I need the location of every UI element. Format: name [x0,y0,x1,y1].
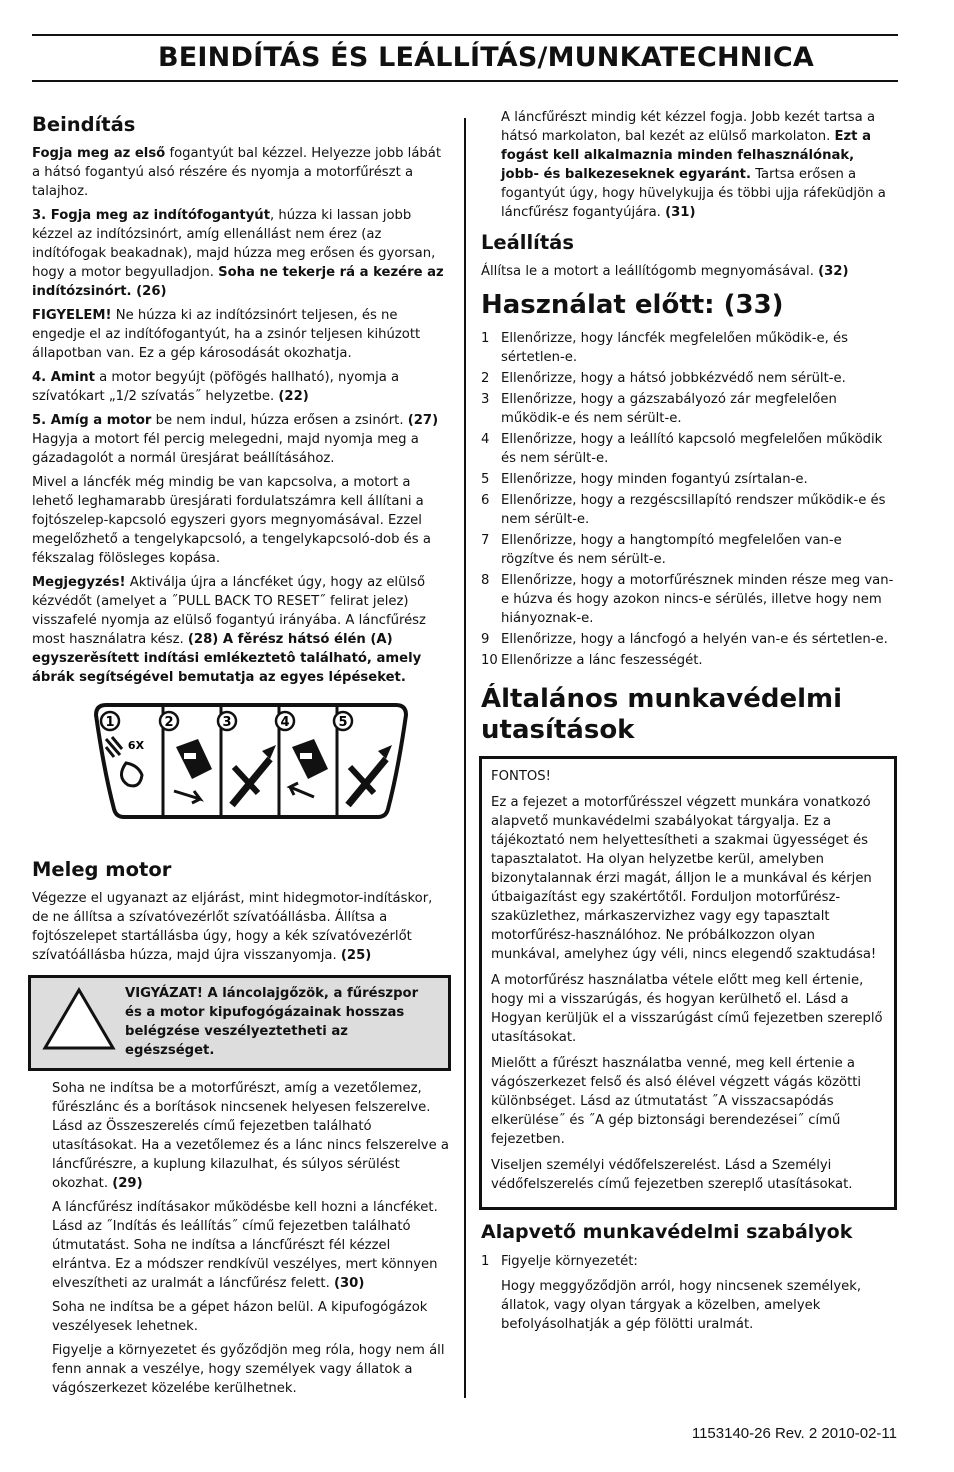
warning-triangle-icon [41,984,121,1060]
heading-meleg-motor: Meleg motor [32,858,172,881]
indented-section [481,108,895,222]
list-item: 1 Figyelje környezetét: [481,1254,638,1269]
paragraph: Mielőtt a fűrészt használatba venné, meg kell értenie a vágószerkezet felső és alsó élével végzett vágás közötti különbséget. Lásd az útmutatást ˝A visszacsapódás elkerülése˝ és ˝A gép biztonsági berendezései˝ című fejezetben. [491,1056,862,1147]
paragraph: 4. Amint a motor begyújt (pöfögés hallható), nyomja a szívatókart „1/2 szívatás˝ helyzetbe. (22) [32,370,400,404]
step-number: 3 [222,715,232,730]
list-item: 3 Ellenőrizze, hogy a gázszabályozó zár megfelelően működik-e és nem sérült-e. [481,392,837,426]
important-title: FONTOS! [491,769,551,784]
page-title: BEINDÍTÁS ÉS LEÁLLÍTÁS/MUNKATECHNICA [158,42,814,73]
step-number: 2 [164,715,174,730]
indented-section [32,1079,450,1398]
paragraph: 3. Fogja meg az indítófogantyút, húzza ki lassan jobb kézzel az indítózsinórt, amíg ellenállást nem érez (az indítófogak beakadnak), majd húzza meg erősen és gyorsan, hogy a motor begyulladjon. Soha ne tekerje rá a kezére az indítózsinórt. (26) [32,208,444,299]
paragraph: A láncfűrész indításakor működésbe kell hozni a láncféket. Lásd az ˝Indítás és leállítás˝ című fejezetben található útmutatást. Soha ne indítsa a láncfűrészt fél kézzel elrántva. Ez a módszer rendkívül veszélyes, mert könnyen elveszítheti az uralmát a láncfűrész felett. (30) [52,1200,438,1291]
list-item: 1 Ellenőrizze, hogy láncfék megfelelően működik-e, és sértetlen-e. [481,331,848,365]
heading-leallitas: Leállítás [481,231,574,254]
start-steps-graphic [92,701,410,821]
paragraph: FIGYELEM! Ne húzza ki az indítózsinórt teljesen, és ne engedje el az indítófogantyút, ha a zsinór teljesen kihúzott állapotban van. Ez a gép károsodását okozhatja. [32,308,421,361]
paragraph: Megjegyzés! Aktiválja újra a láncféket úgy, hogy az elülső kézvédőt (amelyet a ˝PULL BACK TO RESET˝ felirat jelez) visszafelé nyomja az elülső fogantyú irányába. A láncfűrész most használatra kész. (28) A fěrész hátsó élén (A) egyszerěsített indítási emlékeztetô található, amely ábrák segítségével bemutatja az egyes lépéseket. [32,575,426,685]
paragraph: 5. Amíg a motor be nem indul, húzza erősen a zsinórt. (27) Hagyja a motort fél percig melegedni, majd nyomja meg a gázadagolót a normál üresjárat beállításához. [32,413,439,466]
paragraph: Végezze el ugyanazt az eljárást, mint hidegmotor-indításkor, de ne állítsa a szívatóvezérlőt szívatóállásba. Állítsa a fojtószelepet startállásba úgy, hogy a kék szívatóvezérlőt szívatóállásba húzza, majd újra visszanyomja. (25) [32,891,433,963]
list-item: 10 Ellenőrizze a lánc feszességét. [481,653,703,668]
step-number: 1 [105,715,115,730]
paragraph: A láncfűrészt mindig két kézzel fogja. Jobb kezét tartsa a hátsó markolaton, bal kezét az elülső markolaton. Ezt a fogást kell alkalmaznia minden felhasználónak, jobb- és balkezeseknek egyaránt. Tartsa erősen a fogantyút úgy, hogy hüvelykujja és többi ujja ráfeküdjön a láncfűrész fogantyújára. (31) [501,110,886,220]
column-divider [464,118,466,1398]
list-item: 8 Ellenőrizze, hogy a motorfűrésznek minden része meg van-e húzva és hogy azokon nincs-e sérülés, illetve hogy nem hiányoznak-e. [481,573,894,626]
paragraph: Ez a fejezet a motorfűrésszel végzett munkára vonatkozó alapvető munkavédelmi szabályokat tárgyalja. Ez a tájékoztató nem helyettesítheti a szakmai ügyességet és tapasztalatot. Ha olyan helyzetbe kerül, amelyben bizonytalannak érzi magát, álljon le a munkával és kérjen útbaigazítást egy szakértőtől. Forduljon motorfűrész-szaküzlethez, márkaszervizhez vagy egy tapasztalt motorfűrész-használóhoz. Ne próbálkozzon olyan munkával, amelyhez úgy véli, nincs elegendő szaktudása! [491,795,877,962]
left-column [32,108,450,1403]
list-item: 5 Ellenőrizze, hogy minden fogantyú zsírtalan-e. [481,472,808,487]
paragraph: Hogy meggyőződjön arról, hogy nincsenek személyek, állatok, vagy olyan tárgyak a közelben, amelyek befolyásolhatják a gép fölötti uralmát. [501,1279,862,1332]
right-column [481,108,895,1339]
heading-alapveto: Alapvető munkavédelmi szabályok [481,1221,853,1243]
start-steps-illustration [92,701,450,827]
heading-hasznalat-elott: Használat előtt: (33) [481,290,784,320]
step-number: 4 [280,715,290,730]
paragraph: Állítsa le a motort a leállítógomb megnyomásával. (32) [481,264,849,279]
page-header [32,34,898,82]
paragraph: Mivel a láncfék még mindig be van kapcsolva, a motort a lehető leghamarabb üresjárati fordulatszámra kell állítani a fojtószelep-kapcsoló egyszeri gyors megnyomásával. Ezzel megelőzhető a tengelykapcsoló, a tengelykapcsoló-dob és a fékszalag fölösleges kopása. [32,475,431,566]
list-item: 2 Ellenőrizze, hogy a hátsó jobbkézvédő nem sérült-e. [481,371,846,386]
document-footer: 1153140-26 Rev. 2 2010-02-11 [691,1425,897,1442]
paragraph: Soha ne indítsa be a motorfűrészt, amíg a vezetőlemez, fűrészlánc és a borítások nincsenek helyesen felszerelve. Lásd az Összeszerelés című fejezetben található utasításokat. Ha a vezetőlemez és a lánc nincs felszerelve a láncfűrészre, a kuplung kilazulhat, és súlyos sérülést okozhat. (29) [52,1081,449,1191]
warning-text: VIGYÁZAT! A láncolajgőzök, a fűrészpor és a motor kipufogógázainak hosszas belégzése veszélyeztetheti az egészséget. [125,986,419,1058]
heading-beinditas: Beindítás [32,113,136,136]
important-box [479,756,897,1210]
list-item: 6 Ellenőrizze, hogy a rezgéscsillapító rendszer működik-e és nem sérült-e. [481,493,886,527]
paragraph: A motorfűrész használatba vétele előtt meg kell értenie, hogy mi a visszarúgás, és hogyan kerülhető el. Lásd a Hogyan kerüljük el a visszarúgást című fejezetben szereplő utasításokat. [491,973,883,1045]
indented-section [481,1277,895,1334]
list-item: 4 Ellenőrizze, hogy a leállító kapcsoló megfelelően működik és nem sérült-e. [481,432,883,466]
list-item: 9 Ellenőrizze, hogy a láncfogó a helyén van-e és sértetlen-e. [481,632,888,647]
step-number: 5 [338,715,348,730]
checklist [481,329,895,670]
step1-label: 6X [127,739,145,752]
paragraph: Fogja meg az első fogantyút bal kézzel. Helyezze jobb lábát a hátsó fogantyú alsó részére és nyomja a motorfűrészt a talajhoz. [32,146,442,199]
paragraph: Soha ne indítsa be a gépet házon belül. A kipufogógázok veszélyesek lehetnek. [52,1300,428,1334]
list-item: 7 Ellenőrizze, hogy a hangtompító megfelelően van-e rögzítve és nem sérült-e. [481,533,842,567]
paragraph: Viseljen személyi védőfelszerelést. Lásd a Személyi védőfelszerelés című fejezetben szereplő utasításokat. [491,1158,853,1192]
paragraph: Figyelje a környezetet és győződjön meg róla, hogy nem áll fenn annak a veszélye, hogy személyek vagy állatok a vágószerkezet közelébe kerülhetnek. [52,1343,445,1396]
heading-altalanos: Általános munkavédelmi utasítások [481,684,843,745]
warning-box [28,975,451,1071]
